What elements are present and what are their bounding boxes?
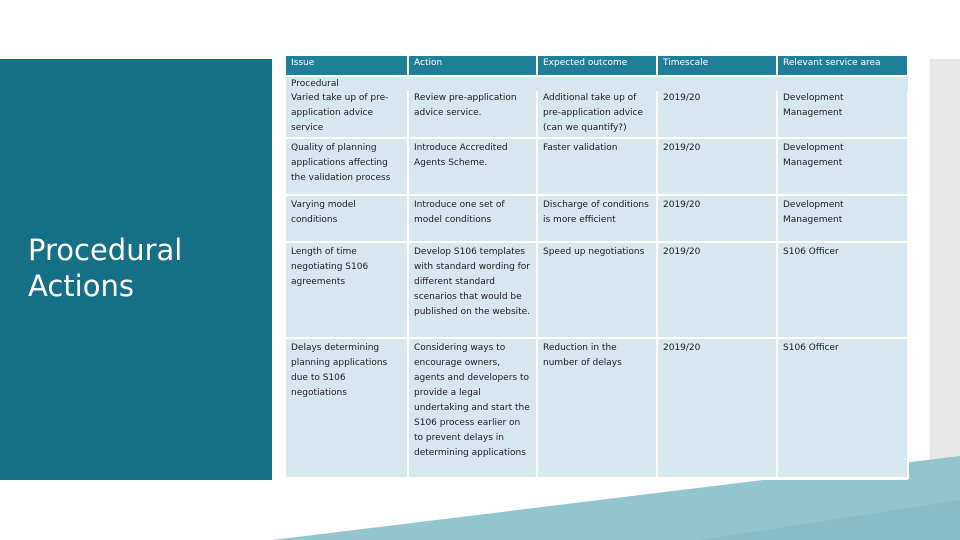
- section-row: [286, 76, 908, 91]
- cell-area: Development Management: [777, 91, 908, 138]
- section-label: Procedural: [286, 76, 908, 91]
- actions-table-container: [286, 56, 908, 480]
- cell-issue: Quality of planning applications affecting the validation process: [286, 138, 408, 195]
- header-timescale: Timescale: [657, 56, 777, 76]
- cell-outcome: Faster validation: [537, 138, 657, 195]
- table-header-row: [286, 56, 908, 76]
- cell-issue: Varying model conditions: [286, 195, 408, 242]
- cell-outcome: Speed up negotiations: [537, 242, 657, 338]
- table-row: [286, 138, 908, 195]
- slide-title: Procedural Actions: [28, 233, 183, 303]
- header-action: Action: [408, 56, 537, 76]
- cell-action: Develop S106 templates with standard wording for different standard scenarios that would be published on the website.: [408, 242, 537, 338]
- table-row: [286, 195, 908, 242]
- cell-action: Introduce one set of model conditions: [408, 195, 537, 242]
- cell-timescale: 2019/20: [657, 91, 777, 138]
- cell-outcome: Additional take up of pre-application advice (can we quantify?): [537, 91, 657, 138]
- cell-timescale: 2019/20: [657, 338, 777, 478]
- cell-action: Review pre-application advice service.: [408, 91, 537, 138]
- table-row: [286, 242, 908, 338]
- header-issue: Issue: [286, 56, 408, 76]
- cell-action: Considering ways to encourage owners, agents and developers to provide a legal undertaking and start the S106 process earlier on to prevent delays in determining applications: [408, 338, 537, 478]
- cell-area: S106 Officer: [777, 338, 908, 478]
- cell-outcome: Reduction in the number of delays: [537, 338, 657, 478]
- cell-timescale: 2019/20: [657, 138, 777, 195]
- cell-issue: Length of time negotiating S106 agreements: [286, 242, 408, 338]
- actions-table: [286, 56, 909, 479]
- table-row: [286, 338, 908, 478]
- cell-timescale: 2019/20: [657, 242, 777, 338]
- cell-timescale: 2019/20: [657, 195, 777, 242]
- cell-issue: Varied take up of pre-application advice service: [286, 91, 408, 138]
- cell-action: Introduce Accredited Agents Scheme.: [408, 138, 537, 195]
- cell-area: Development Management: [777, 138, 908, 195]
- cell-outcome: Discharge of conditions is more efficient: [537, 195, 657, 242]
- cell-issue: Delays determining planning applications due to S106 negotiations: [286, 338, 408, 478]
- cell-area: Development Management: [777, 195, 908, 242]
- cell-area: S106 Officer: [777, 242, 908, 338]
- header-service-area: Relevant service area: [777, 56, 908, 76]
- header-expected-outcome: Expected outcome: [537, 56, 657, 76]
- table-row: [286, 91, 908, 138]
